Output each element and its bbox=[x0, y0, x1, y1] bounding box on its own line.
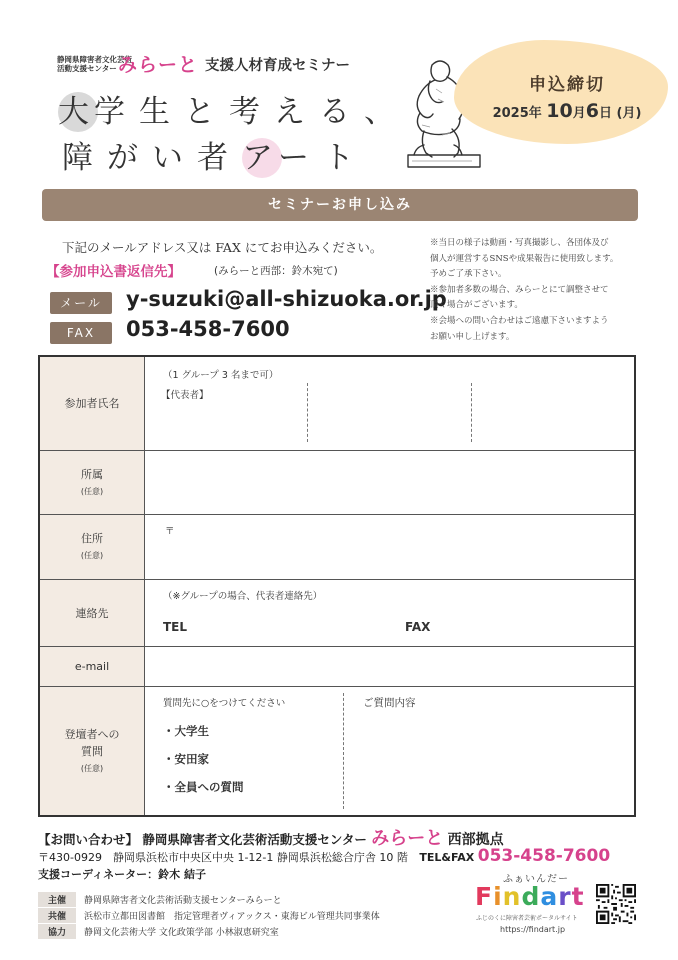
question-content-label: ご質問内容 bbox=[363, 697, 416, 709]
credit-organizer: 主催 静岡県障害者文化芸術活動支援センターみらーと bbox=[38, 892, 282, 907]
email-label: e-mail bbox=[39, 647, 145, 687]
participant-hint: （1 グループ 3 名まで可） bbox=[163, 370, 279, 381]
address-line: 〒430-0929 静岡県浜松市中央区中央 1-12-1 静岡県浜松総合庁舎 10 階 TEL&FAX 053-458-7600 bbox=[38, 846, 611, 866]
contact-row bbox=[39, 580, 635, 647]
question-divider bbox=[343, 693, 344, 809]
tel-label: TEL bbox=[163, 620, 188, 634]
address-row bbox=[39, 515, 635, 580]
participant-row bbox=[39, 356, 635, 451]
footer-mirato-logo: みらーと bbox=[371, 828, 444, 849]
question-label: 登壇者への 質問 (任意) bbox=[39, 687, 145, 817]
reply-label: 【参加申込書返信先】 bbox=[46, 264, 181, 280]
question-option-all[interactable]: ・全員への質問 bbox=[163, 780, 244, 794]
fax-number: 053-458-7600 bbox=[126, 317, 290, 341]
findart-kana: ふぁいんだー bbox=[503, 874, 569, 885]
affiliation-row bbox=[39, 451, 635, 515]
address-label: 住所 (任意) bbox=[39, 515, 145, 580]
representative-label: 【代表者】 bbox=[161, 390, 209, 401]
name-divider bbox=[471, 383, 472, 442]
credit-cooperation: 協力 静岡文化芸術大学 文化政策学部 小林淑恵研究室 bbox=[38, 924, 279, 939]
contact-field[interactable] bbox=[145, 580, 636, 647]
seminar-subtitle: 支援人材育成セミナー bbox=[205, 58, 350, 74]
question-field bbox=[145, 687, 636, 817]
inquiry-line: 【お問い合わせ】 静岡県障害者文化芸術活動支援センター みらーと 西部拠点 bbox=[38, 828, 504, 849]
deadline-date: 2025年 10月6日 (月) bbox=[492, 100, 642, 122]
findart-url[interactable]: https://findart.jp bbox=[500, 925, 566, 934]
participant-label: 参加者氏名 bbox=[39, 356, 145, 451]
deadline-label: 申込締切 bbox=[529, 75, 605, 95]
title-char-highlight: ア bbox=[242, 140, 287, 176]
findart-logo: Findart bbox=[475, 882, 585, 911]
postal-mark: 〒 bbox=[165, 526, 175, 537]
org-name-small: 静岡県障害者文化芸術 活動支援センター bbox=[57, 55, 132, 73]
question-row bbox=[39, 687, 635, 817]
section-title-bar: セミナーお申し込み bbox=[42, 189, 638, 221]
fax-field-label: FAX bbox=[405, 620, 431, 634]
question-option-yasuda[interactable]: ・安田家 bbox=[163, 752, 209, 766]
name-divider bbox=[307, 383, 308, 442]
footer-tel: 053-458-7600 bbox=[477, 846, 611, 866]
title-line-1: 大学生と考える、 bbox=[58, 94, 409, 130]
contact-label: 連絡先 bbox=[39, 580, 145, 647]
mail-label: メール bbox=[50, 292, 112, 314]
email-field[interactable] bbox=[145, 647, 636, 687]
application-form bbox=[38, 355, 636, 817]
qr-code-icon bbox=[596, 884, 636, 924]
fax-label: FAX bbox=[50, 322, 112, 344]
email-row bbox=[39, 647, 635, 687]
title-char-highlight: 大 bbox=[58, 94, 103, 130]
intro-text: 下記のメールアドレス又は FAX にてお申込みください。 bbox=[62, 240, 383, 255]
coordinator: 支援コーディネーター：鈴木 結子 bbox=[38, 868, 206, 881]
findart-subtitle: ふじのくに障害者芸術ポータルサイト bbox=[476, 915, 578, 922]
mail-address[interactable]: y-suzuki@all-shizuoka.or.jp bbox=[126, 287, 447, 311]
affiliation-field[interactable] bbox=[145, 451, 636, 515]
address-field[interactable] bbox=[145, 515, 636, 580]
question-hint: 質問先に○をつけてください bbox=[163, 698, 286, 709]
title-line-2: 障がい者アート bbox=[62, 140, 368, 176]
participant-field[interactable] bbox=[145, 356, 636, 451]
question-content-field[interactable] bbox=[355, 711, 627, 807]
mirato-logo: みらーと bbox=[118, 54, 199, 76]
reply-note: (みらーと西部：鈴木宛て) bbox=[214, 265, 338, 277]
notes: ※当日の様子は動画・写真撮影し、各団体及び 個人が運営するSNSや成果報告に使用致します。 予めご了承下さい。 ※参加者多数の場合、みらーとにて調整させて 頂く場合がございます。 ※会場への問い合わせはご遠慮下さいますよう お願い申し上げます。 bbox=[430, 238, 619, 342]
contact-hint: （※グループの場合、代表者連絡先） bbox=[163, 591, 323, 602]
affiliation-label: 所属 (任意) bbox=[39, 451, 145, 515]
question-option-student[interactable]: ・大学生 bbox=[163, 724, 209, 738]
credit-cohost: 共催 浜松市立都田図書館 指定管理者ヴィアックス・東海ビル管理共同事業体 bbox=[38, 908, 380, 923]
